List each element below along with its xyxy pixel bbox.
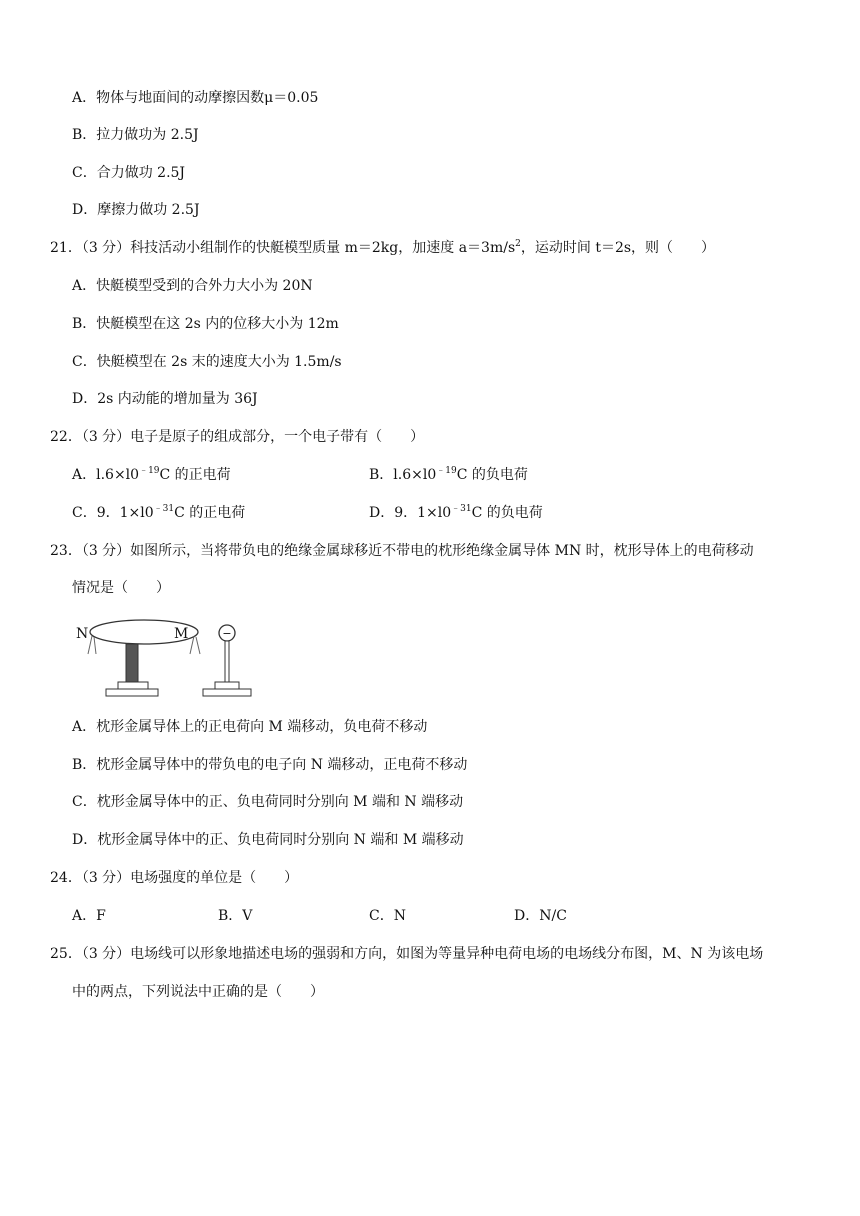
stand-base-bottom: [106, 689, 158, 696]
q21-option-a: A．快艇模型受到的合外力大小为 20N: [72, 278, 313, 294]
q24-stem: 24．（3 分）电场强度的单位是（ ）: [50, 870, 299, 886]
q22-a-pre: A．l.6×l0: [72, 467, 140, 483]
q22-d-pre: D．9．1×l0: [369, 505, 452, 521]
q21-stem-sup: 2: [515, 239, 521, 249]
q20-option-b: B．拉力做功为 2.5J: [72, 127, 199, 143]
q22-stem: 22．（3 分）电子是原子的组成部分，一个电子带有（ ）: [50, 429, 425, 445]
q24-option-a: A．F: [72, 908, 106, 924]
q22-d-sup: ﹣31: [451, 504, 472, 514]
q22-d-post: C 的负电荷: [471, 505, 543, 521]
sphere-rod: [225, 641, 229, 683]
q23-stem-line1: 23．（3 分）如图所示，当将带负电的绝缘金属球移近不带电的枕形绝缘金属导体 MN 时，枕形导体上的电荷移动: [50, 543, 754, 559]
q22-option-a: [72, 465, 231, 485]
q22-c-post: C 的正电荷: [174, 505, 246, 521]
q22-b-post: C 的负电荷: [456, 467, 528, 483]
sphere-base-bottom: [203, 689, 251, 696]
q21-option-c: C．快艇模型在 2s 末的速度大小为 1.5m/s: [72, 354, 342, 370]
q22-b-pre: B．l.6×l0: [369, 467, 437, 483]
q24-option-c: C．N: [369, 908, 406, 924]
pillow-conductor-diagram: [70, 616, 270, 702]
q23-option-d: D．枕形金属导体中的正、负电荷同时分别向 N 端和 M 端移动: [72, 832, 464, 848]
q22-option-b: [369, 465, 528, 485]
label-m: M: [174, 626, 189, 642]
sphere-sign: −: [222, 627, 232, 640]
q25-stem-line2: 中的两点，下列说法中正确的是（ ）: [72, 984, 324, 1000]
q22-c-sup: ﹣31: [153, 504, 175, 514]
q23-stem-line2: 情况是（ ）: [72, 580, 170, 596]
q23-option-c: C．枕形金属导体中的正、负电荷同时分别向 M 端和 N 端移动: [72, 794, 464, 810]
q23-figure: [70, 616, 270, 702]
q22-c-pre: C．9．1×l0: [72, 505, 154, 521]
q20-option-d: D．摩擦力做功 2.5J: [72, 202, 200, 218]
left-foil-strips: [88, 636, 96, 654]
q22-b-sup: ﹣19: [436, 466, 457, 476]
right-foil-strips: [190, 636, 200, 654]
q22-option-c: [72, 503, 245, 523]
q22-a-post: C 的正电荷: [159, 467, 231, 483]
q21-option-d: D．2s 内动能的增加量为 36J: [72, 391, 258, 407]
stand-base-top: [118, 682, 148, 689]
q23-option-b: B．枕形金属导体中的带负电的电子向 N 端移动，正电荷不移动: [72, 757, 468, 773]
q21-stem: [50, 238, 715, 258]
label-n: N: [76, 626, 89, 642]
q24-option-d: D．N/C: [514, 908, 567, 924]
q20-option-a: A．物体与地面间的动摩擦因数μ＝0.05: [72, 90, 319, 106]
q22-a-sup: ﹣19: [139, 466, 160, 476]
q23-option-a: A．枕形金属导体上的正电荷向 M 端移动，负电荷不移动: [72, 719, 428, 735]
q22-option-d: [369, 503, 543, 523]
q25-stem-line1: 25．（3 分）电场线可以形象地描述电场的强弱和方向，如图为等量异种电荷电场的电场线分布图，M、N 为该电场: [50, 946, 764, 962]
q21-stem-text-a: 21．（3 分）科技活动小组制作的快艇模型质量 m＝2kg，加速度 a＝3m/s: [50, 240, 516, 256]
q24-option-b: B．V: [218, 908, 253, 924]
q21-option-b: B．快艇模型在这 2s 内的位移大小为 12m: [72, 316, 339, 332]
q20-option-c: C．合力做功 2.5J: [72, 165, 186, 181]
insulating-stand: [126, 644, 138, 682]
sphere-base-top: [215, 682, 239, 689]
q21-stem-text-b: ，运动时间 t＝2s，则（ ）: [520, 240, 716, 256]
